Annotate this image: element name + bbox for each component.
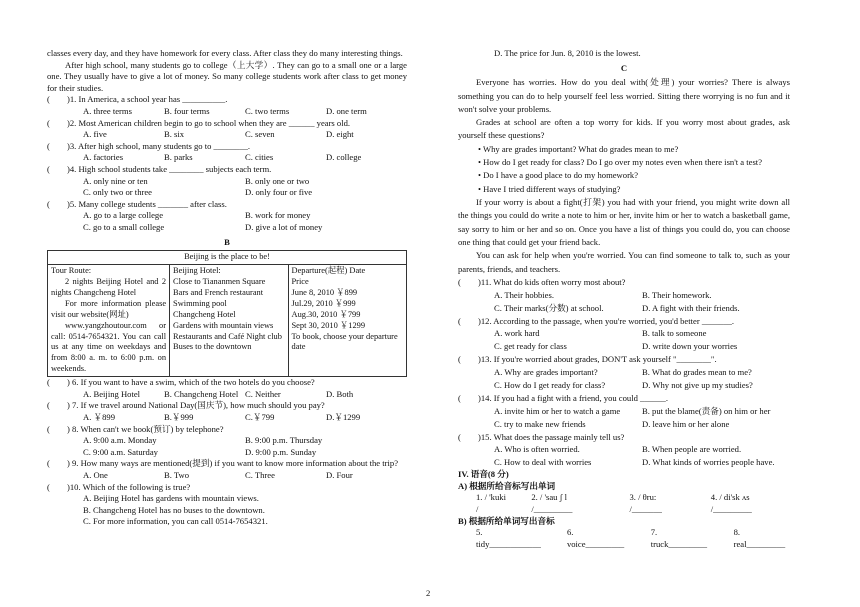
table-cell-line: Bars and French restaurant (173, 287, 264, 297)
option: C. try to make new friends (494, 418, 586, 429)
table-cell-line: Beijing Hotel: (173, 266, 221, 276)
questions-11-15 (458, 276, 790, 469)
question-line (458, 353, 790, 366)
option-group (458, 443, 790, 469)
question-text: ) 6. If you want to have a swim, which of the two hotels do you choose? (67, 377, 315, 388)
answer-paren: ( (47, 140, 50, 151)
question-line (458, 431, 790, 444)
answer-paren: ( (47, 481, 50, 492)
table-col-route (48, 265, 170, 377)
phonetic-item: 3. / θru: /_______ (629, 492, 662, 515)
option: B. parks (164, 152, 193, 163)
table-cell-line: 2 nights Beijing Hotel and 2 nights Changcheng Hotel (51, 276, 167, 297)
option: A. Who is often worried. (494, 444, 580, 455)
table-cell-line: Swimming pool (173, 298, 227, 308)
question-text: )4. High school students take ________ subjects each term. (67, 163, 272, 174)
answer-paren: ( (458, 392, 461, 403)
table-col-dates (288, 265, 406, 377)
answer-paren: ( (47, 458, 50, 469)
question-text: )13. If you're worried about grades, DON'T ask yourself "________". (478, 354, 717, 365)
option: C. Neither (245, 388, 281, 399)
answer-paren: ( (47, 423, 50, 434)
table-cell-line: Buses to the downtown (173, 342, 252, 352)
option: B. What do grades mean to me? (642, 367, 752, 378)
option-group (47, 470, 407, 482)
option: B.￥999 (164, 412, 194, 423)
option: D. college (326, 152, 362, 163)
table-cell-line: Close to Tiananmen Square (173, 276, 266, 286)
option: D. leave him or her alone (642, 418, 730, 429)
phonetic-item: 5. tidy____________ (476, 527, 541, 549)
question-line (458, 276, 790, 289)
option: C. Their marks(分数) at school. (494, 302, 604, 313)
question-text: ) 8. When can't we book(预订) by telephone? (67, 423, 224, 434)
phonetic-item: 7. truck_________ (650, 527, 708, 549)
para-c-1: Everyone has worries. How do you deal with(处理) your worries? There is always something you can do to help yourself feel less worried. Sitting there worrying is no fun and it won't solve your problems. (458, 77, 790, 114)
para-c-4: You can ask for help when you're worried. You can find someone to talk to, such as your parents, friends, and teachers. (458, 250, 790, 274)
question-line (47, 377, 407, 389)
answer-paren: ( (458, 431, 461, 442)
question-line (47, 199, 407, 211)
option-group (458, 366, 790, 392)
bullet-question: • Do I have a good place to do my homework? (478, 170, 639, 181)
option: A. One (83, 469, 108, 480)
table-cell-line: Aug.30, 2010 ￥799 (291, 309, 361, 319)
option-group (458, 289, 790, 315)
question-line (458, 392, 790, 405)
table-cell-line: Departure(起程) Date (291, 266, 366, 276)
option: C. two terms (245, 105, 290, 116)
option: A. ￥899 (83, 412, 115, 423)
phonetic-item: 6. voice_________ (566, 527, 625, 549)
option: A. Why are grades important? (494, 367, 598, 378)
bullet-question: • Have I tried different ways of studying? (478, 183, 621, 194)
phonetic-item: 4. / di'sk ʌs /_________ (710, 492, 752, 515)
option: A. Their hobbies. (494, 289, 554, 300)
phonetic-item: 8. real_________ (733, 527, 786, 549)
answer-paren: ( (458, 354, 461, 365)
table-title: Beijing is the place to be! (48, 251, 407, 265)
question-text: )12. According to the passage, when you're worried, you'd better _______. (478, 315, 735, 326)
option: A. invite him or her to watch a game (494, 405, 621, 416)
question-text: )3. After high school, many students go to ________. (67, 140, 251, 151)
option: C. How do I get ready for class? (494, 380, 606, 390)
phonetic-b-row (458, 527, 790, 550)
answer-paren: ( (47, 198, 50, 209)
option: A. 9:00 a.m. Monday (83, 435, 157, 446)
option: B. Changcheng Hotel (164, 388, 239, 399)
question-text: ) 7. If we travel around National Day(国庆节), how much should you pay? (67, 400, 325, 411)
option: B. talk to someone (642, 328, 707, 339)
intro-para-1: classes every day, and they have homework for every class. After class they do many interesting things. (47, 48, 403, 58)
section-c-heading: C (620, 62, 628, 73)
question-text: )14. If you had a fight with a friend, you could ______. (478, 392, 668, 403)
table-cell-line: Sept 30, 2010 ￥1299 (291, 320, 366, 330)
option: D. A fight with their friends. (642, 302, 740, 313)
option: B. work for money (245, 210, 311, 221)
option: B. six (164, 129, 185, 140)
option: D. What kinds of worries people have. (642, 457, 775, 468)
option-group (47, 435, 407, 458)
option-group (47, 493, 407, 528)
option: A. Beijing Hotel has gardens with mountain views. (83, 493, 259, 504)
option: C. cities (245, 152, 274, 163)
question-text: )10. Which of the following is true? (67, 481, 191, 492)
option: B. put the blame(责备) on him or her (642, 405, 771, 416)
question-bullets (458, 143, 790, 196)
option: C. go to a small college (83, 221, 165, 232)
option-group (47, 176, 407, 199)
answer-paren: ( (458, 276, 461, 287)
table-col-hotels (170, 265, 288, 377)
bullet-question: • How do I get ready for class? Do I go over my notes even when there isn't a test? (478, 157, 763, 168)
option: D. eight (326, 129, 354, 140)
option: B. 9:00 p.m. Thursday (245, 435, 323, 446)
option: A. Beijing Hotel (83, 388, 141, 399)
option-group (47, 106, 407, 118)
section-b-heading: B (224, 236, 230, 247)
option-group (458, 327, 790, 353)
option-d-line: D. The price for Jun. 8, 2010 is the lowest. (494, 48, 641, 58)
questions-1-5 (47, 94, 407, 233)
option: D. Why not give up my studies? (642, 380, 753, 390)
question-line (47, 400, 407, 412)
table-cell-line: To book, choose your departure date (291, 331, 398, 352)
phonetic-item: 2. / 'sau ʃ l /_________ (531, 492, 573, 515)
question-text: ) 9. How many ways are mentioned(提到) if you want to know more information about the trip? (67, 458, 399, 469)
answer-paren: ( (47, 377, 50, 388)
option: B. When people are worried. (642, 444, 742, 455)
option: D. write down your worries (642, 341, 738, 352)
option: C. Three (245, 469, 275, 480)
questions-6-10 (47, 377, 407, 528)
answer-paren: ( (47, 94, 50, 105)
option: C. get ready for class (494, 341, 567, 352)
option: A. factories (83, 152, 124, 163)
question-line (47, 118, 407, 130)
option: C. For more information, you can call 0514-7654321. (83, 516, 268, 527)
question-line (47, 458, 407, 470)
option: B. only one or two (245, 175, 310, 186)
question-text: )5. Many college students _______ after class. (67, 198, 227, 209)
table-cell-line: Price (291, 276, 309, 286)
part4-b-heading: B) 根据所给单词写出音标 (458, 515, 555, 526)
option: D. Both (326, 388, 354, 399)
page-number: 2 (426, 588, 431, 598)
table-cell-line: Restaurants and Café Night club (173, 331, 282, 341)
option: C. seven (245, 129, 275, 140)
option: D. 9:00 p.m. Sunday (245, 446, 317, 457)
table-cell-line: Tour Route: (51, 266, 92, 276)
option-group (47, 389, 407, 401)
table-cell-line: Gardens with mountain views (173, 320, 274, 330)
question-line (47, 94, 407, 106)
table-cell-line: June 8, 2010 ￥899 (291, 287, 358, 297)
option: D.￥1299 (326, 412, 361, 423)
question-line (47, 482, 407, 494)
question-line (47, 424, 407, 436)
phonetic-a-row (458, 492, 790, 515)
option: B. Two (164, 469, 190, 480)
answer-paren: ( (458, 315, 461, 326)
answer-paren: ( (47, 117, 50, 128)
question-line (47, 164, 407, 176)
option: A. go to a large college (83, 210, 164, 221)
right-column (458, 48, 790, 550)
option: C. 9:00 a.m. Saturday (83, 446, 158, 457)
option-group (47, 152, 407, 164)
question-text: )1. In America, a school year has __________. (67, 94, 228, 105)
option: B. four terms (164, 105, 210, 116)
option: D. one term (326, 105, 367, 116)
option: D. give a lot of money (245, 221, 323, 232)
answer-paren: ( (47, 163, 50, 174)
option: B. Their homework. (642, 289, 712, 300)
option: D. Four (326, 469, 353, 480)
table-cell-line: Changcheng Hotel (173, 309, 236, 319)
question-text: )11. What do kids often worry most about? (478, 276, 626, 287)
question-line (47, 141, 407, 153)
option-group (47, 412, 407, 424)
option: C.￥799 (245, 412, 275, 423)
para-c-3: If your worry is about a fight(打架) you had with your friend, you might write down all the things you could do write a note to him or her, invite him or her to watch a basketball game, say sorry to him or her and so on. Once you have a list of things you could do, you can choose one thing that could get your friend back. (458, 197, 790, 247)
intro-para-2: After high school, many students go to college（上大学）. They can go to a small one or a large one. They usually have to give a lot of money. So many college students work after class to get money for their studies. (47, 59, 407, 93)
option: A. only nine or ten (83, 175, 148, 186)
tour-table (47, 250, 407, 377)
part4-a-heading: A) 根据所给音标写出单词 (458, 480, 556, 491)
option: A. three terms (83, 105, 132, 116)
phonetic-item: 1. / 'kuki / (476, 492, 506, 515)
para-c-2: Grades at school are often a top worry for kids. If you worry most about grades, ask yourself these questions? (458, 117, 790, 141)
option: A. work hard (494, 328, 540, 339)
answer-paren: ( (47, 400, 50, 411)
option-group (47, 210, 407, 233)
option: C. How to deal with worries (494, 457, 592, 468)
option-group (47, 129, 407, 141)
option: A. five (83, 129, 107, 140)
question-text: )2. Most American children begin to go to school when they are ______ years old. (67, 117, 351, 128)
question-text: )15. What does the passage mainly tell us? (478, 431, 625, 442)
table-cell-line: www.yangzhoutour.com or call: 0514-7654321. You can call us at any time on weekdays and from 8:00 a. m. to 6:00 p.m. on weekends. (51, 320, 167, 374)
question-line (458, 315, 790, 328)
option: C. only two or three (83, 187, 152, 198)
bullet-question: • Why are grades important? What do grades mean to me? (478, 143, 679, 154)
option: D. only four or five (245, 187, 313, 198)
table-cell-line: For more information please visit our website(网址) (51, 298, 167, 319)
table-cell-line: Jul.29, 2010 ￥999 (291, 298, 356, 308)
left-column (47, 48, 407, 528)
option: B. Changcheng Hotel has no buses to the downtown. (83, 504, 265, 515)
option-group (458, 405, 790, 431)
part4-title: IV. 语音(8 分) (458, 469, 509, 480)
